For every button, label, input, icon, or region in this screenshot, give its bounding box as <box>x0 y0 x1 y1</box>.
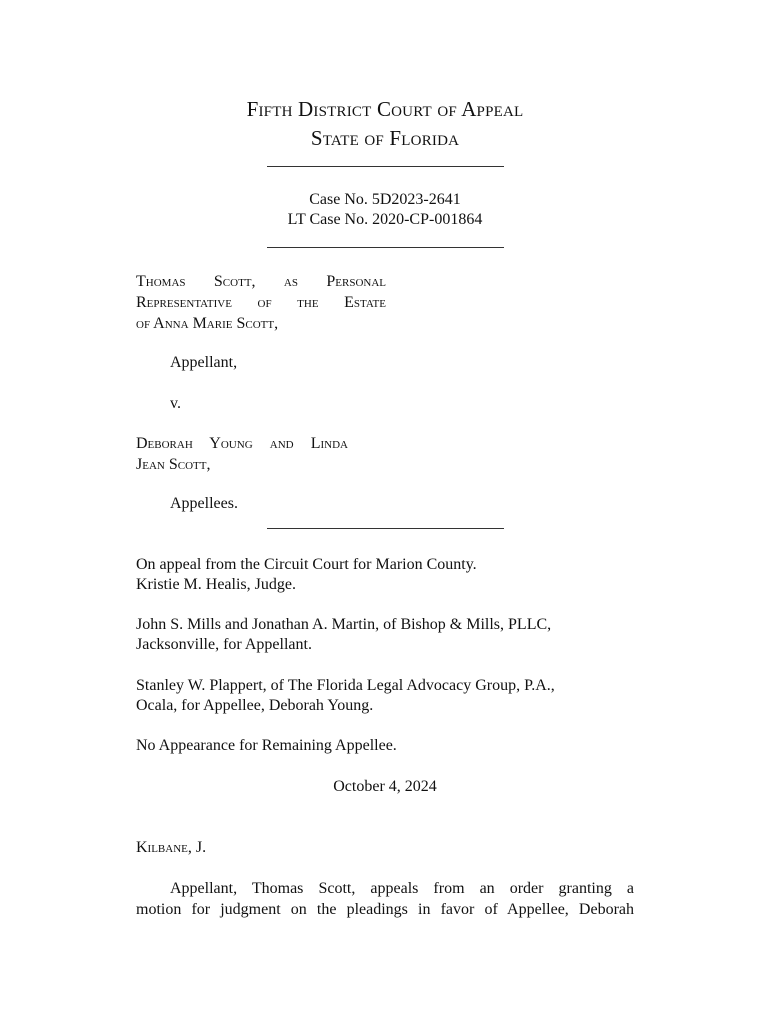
court-state: State of Florida <box>310 126 460 150</box>
appellant-line: Thomas Scott, as Personal <box>136 273 386 290</box>
lower-tribunal-case-number: LT Case No. 2020-CP-001864 <box>287 211 483 228</box>
opinion-paragraph <box>136 878 634 920</box>
opinion-author: Kilbane, J. <box>136 839 207 856</box>
divider-rule <box>267 247 504 248</box>
appellee-line: Jean Scott, <box>136 456 211 473</box>
appellant-line: Representative of the Estate <box>136 294 386 311</box>
appellee-line: Deborah Young and Linda <box>136 435 348 452</box>
opinion-body-line: Appellant, Thomas Scott, appeals from an order granting a <box>170 880 634 897</box>
versus-label: v. <box>170 395 181 412</box>
appellee-counsel-line: Ocala, for Appellee, Deborah Young. <box>136 697 374 714</box>
appellee-role: Appellees. <box>170 495 238 512</box>
judge-line: Kristie M. Healis, Judge. <box>136 576 296 593</box>
no-appearance-note: No Appearance for Remaining Appellee. <box>136 737 397 754</box>
lower-court-line: On appeal from the Circuit Court for Marion County. <box>136 556 477 573</box>
appellee-name-block <box>136 433 348 475</box>
appellant-counsel-line: Jacksonville, for Appellant. <box>136 636 312 653</box>
appellant-counsel-line: John S. Mills and Jonathan A. Martin, of Bishop & Mills, PLLC, <box>136 616 552 633</box>
court-name: Fifth District Court of Appeal <box>246 97 524 121</box>
appellant-line: of Anna Marie Scott, <box>136 315 279 332</box>
appellee-counsel-line: Stanley W. Plappert, of The Florida Legal Advocacy Group, P.A., <box>136 677 555 694</box>
case-number: Case No. 5D2023-2641 <box>309 191 461 208</box>
appellant-role: Appellant, <box>170 354 238 371</box>
appellant-name-block <box>136 271 386 334</box>
divider-rule <box>267 528 504 529</box>
decision-date: October 4, 2024 <box>333 778 437 795</box>
divider-rule <box>267 166 504 167</box>
opinion-body-line: motion for judgment on the pleadings in favor of Appellee, Deborah <box>136 901 634 918</box>
